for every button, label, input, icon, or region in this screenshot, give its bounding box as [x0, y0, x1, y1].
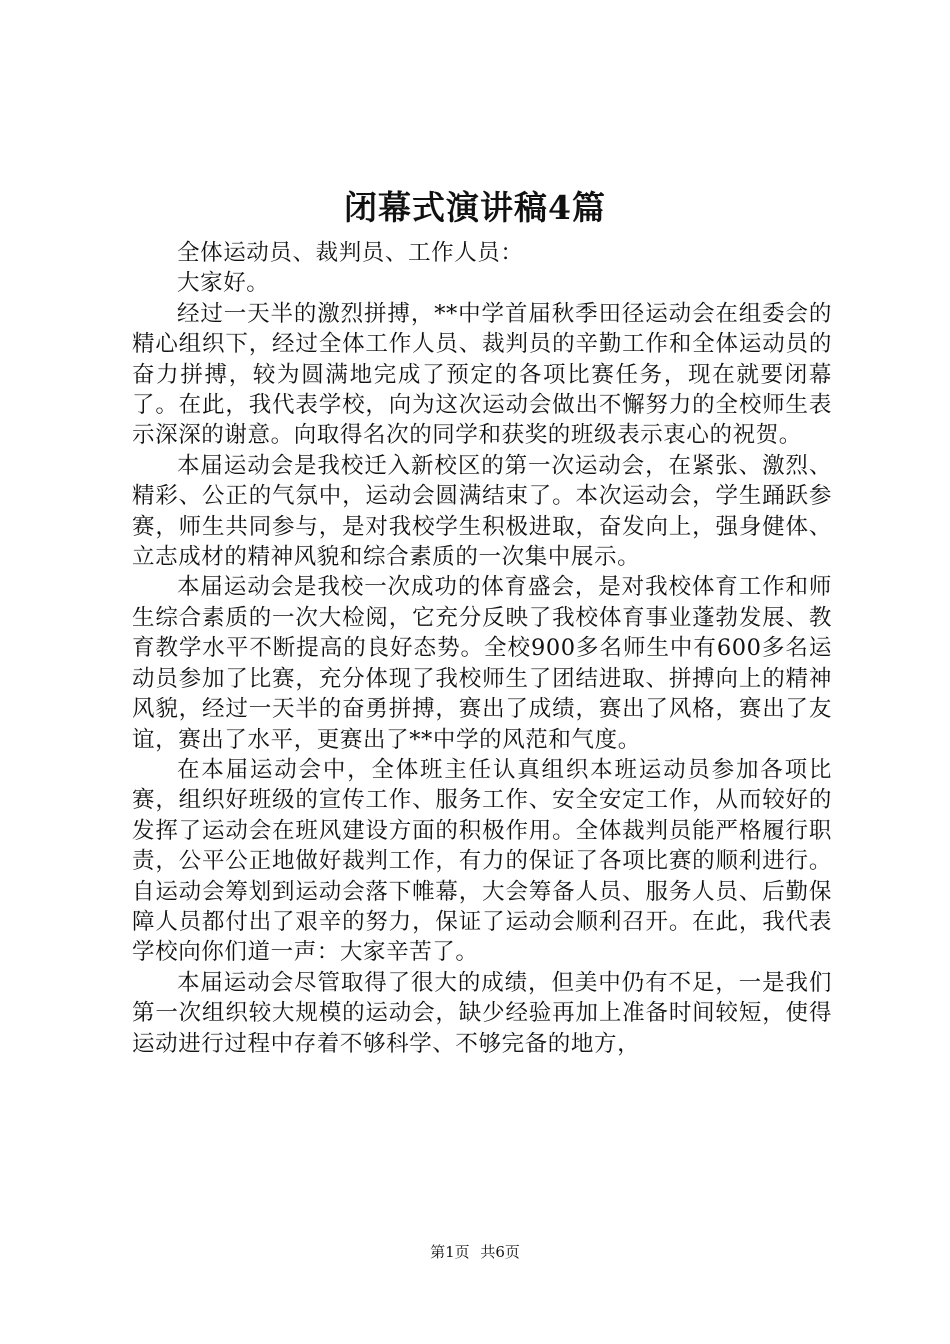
- page-total: 共6页: [480, 1243, 520, 1261]
- salutation: 全体运动员、裁判员、工作人员：: [177, 240, 524, 266]
- greeting: 大家好。: [177, 270, 270, 297]
- paragraph-thanks-staff: 在本届运动会中，全体班主任认真组织本班运动员参加各项比赛，组织好班级的宣传工作、服务工作、安全安定工作，从而较好的发挥了运动会在班风建设方面的积极作用。全体裁判员能严格履行职责，公平公正地做好裁判工作，有力的保证了各项比赛的顺利进行。自运动会筹划到运动会落下帷幕，大会筹备人员、服务人员、后勤保障人员都付出了艰辛的努力，保证了运动会顺利召开。在此，我代表学校向你们道一声：大家辛苦了。: [132, 756, 832, 966]
- document-title: 闭幕式演讲稿4篇: [344, 188, 606, 227]
- paragraph-sports-review: 本届运动会是我校一次成功的体育盛会，是对我校体育工作和师生综合素质的一次大检阅，它充分反映了我校体育事业蓬勃发展、教育教学水平不断提高的良好态势。全校900多名师生中有600多名运动员参加了比赛，充分体现了我校师生了团结进取、拼搏向上的精神风貌，经过一天半的奋勇拼搏，赛出了成绩，赛出了风格，赛出了友谊，赛出了水平，更赛出了**中学的风范和气度。: [132, 574, 832, 753]
- page-footer: [0, 1241, 950, 1263]
- paragraph-shortcomings: 本届运动会尽管取得了很大的成绩，但美中仍有不足，一是我们第一次组织较大规模的运动会，缺少经验再加上准备时间较短，使得运动进行过程中存着不够科学、不够完备的地方，: [132, 969, 832, 1057]
- paragraph-opening: 经过一天半的激烈拼搏，**中学首届秋季田径运动会在组委会的精心组织下，经过全体工作人员、裁判员的辛勤工作和全体运动员的奋力拼搏，较为圆满地完成了预定的各项比赛任务，现在就要闭幕了。在此，我代表学校，向为这次运动会做出不懈努力的全校师生表示深深的谢意。向取得名次的同学和获奖的班级表示衷心的祝贺。: [132, 300, 832, 449]
- document-body: [132, 238, 832, 1059]
- paragraph-new-campus: 本届运动会是我校迁入新校区的第一次运动会，在紧张、激烈、精彩、公正的气氛中，运动会圆满结束了。本次运动会，学生踊跃参赛，师生共同参与，是对我校学生积极进取，奋发向上，强身健体、立志成材的精神风貌和综合素质的一次集中展示。: [132, 452, 832, 571]
- page-number: 第1页: [430, 1243, 470, 1261]
